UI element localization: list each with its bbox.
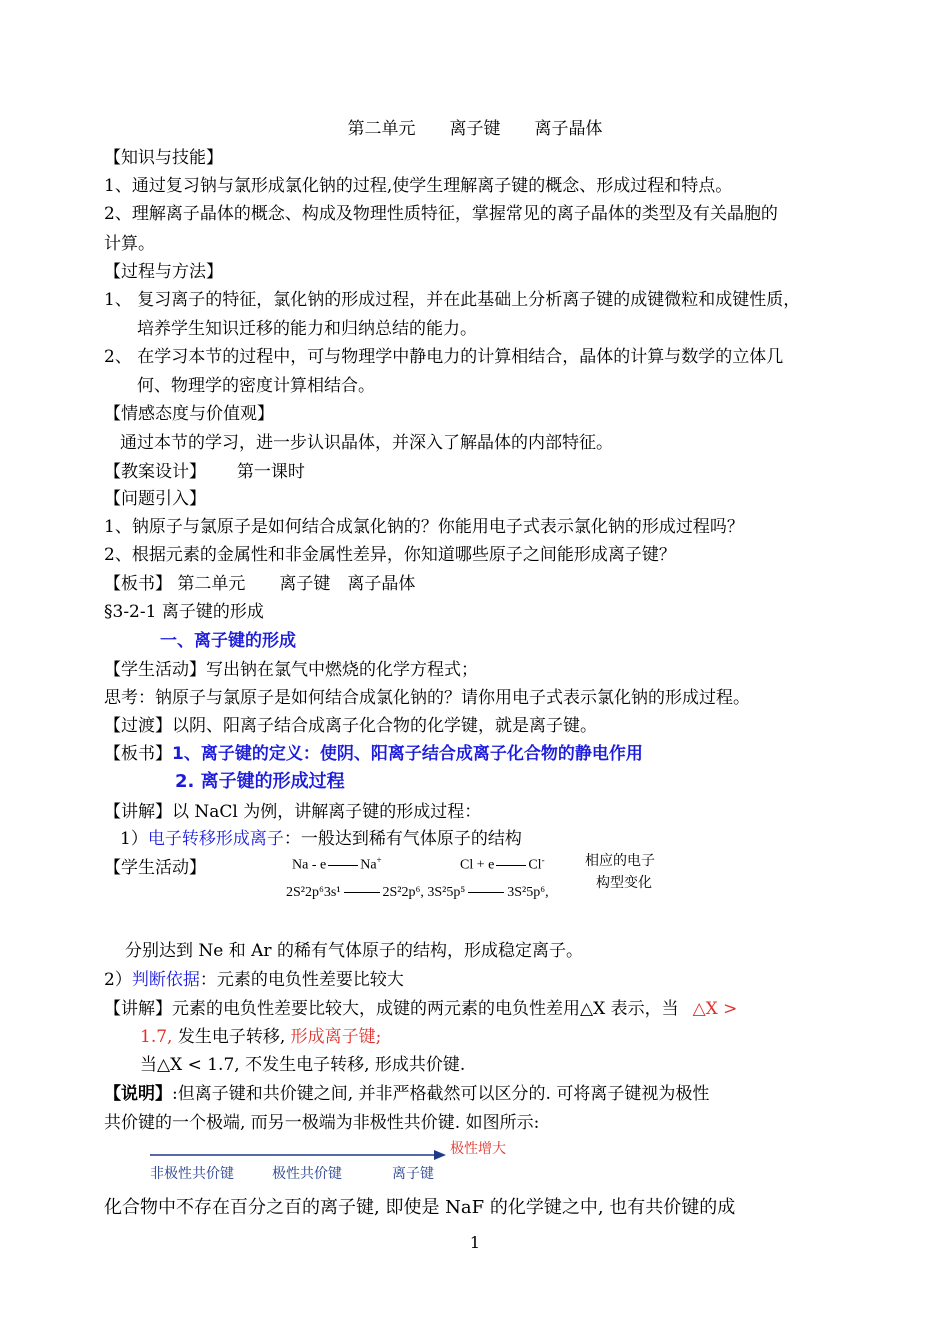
- paragraph-line: 【过渡】以阴、阳离子结合成离子化合物的化学键，就是离子键。: [104, 716, 597, 736]
- paragraph-line: 1、钠原子与氯原子是如何结合成氯化钠的？你能用电子式表示氯化钠的形成过程吗？: [104, 517, 744, 537]
- paragraph-line: 1、通过复习钠与氯形成氯化钠的过程,使学生理解离子键的概念、形成过程和特点。: [104, 176, 733, 196]
- ionic-bond-label: 离子键: [392, 1166, 434, 1182]
- section-heading-design: 【教案设计】 第一课时: [104, 462, 305, 482]
- forms-ionic-bond: 形成离子键;: [290, 1027, 382, 1047]
- polar-covalent-label: 极性共价键: [272, 1166, 342, 1182]
- paragraph-line: 1、 复习离子的特征，氯化钠的形成过程，并在此基础上分析离子键的成键微粒和成键性质，: [104, 290, 801, 310]
- step-electron-transfer: 1）电子转移形成离子：一般达到稀有气体原子的结构: [120, 829, 522, 849]
- paragraph-line: 2、理解离子晶体的概念、构成及物理性质特征，掌握常见的离子晶体的类型及有关晶胞的: [104, 204, 778, 224]
- polarity-increase-label: 极性增大: [450, 1141, 506, 1157]
- student-activity-label: 【学生活动】: [104, 858, 206, 878]
- paragraph-line: 2、根据元素的金属性和非金属性差异，你知道哪些原子之间能形成离子键？: [104, 545, 676, 565]
- page-title: 第二单元 离子键 离子晶体: [347, 119, 603, 139]
- paragraph-line: 分别达到 Ne 和 Ar 的稀有气体原子的结构，形成稳定离子。: [125, 941, 583, 961]
- paragraph-line: 【讲解】以 NaCl 为例，讲解离子键的形成过程：: [104, 802, 482, 822]
- step-keyword: 判断依据: [131, 970, 200, 990]
- paragraph-line: 2、 在学习本节的过程中，可与物理学中静电力的计算相结合，晶体的计算与数学的立体几: [104, 347, 784, 367]
- section-heading-attitude: 【情感态度与价值观】: [104, 404, 274, 424]
- paragraph-line: 共价键的一个极端, 而另一极端为非极性共价键. 如图所示:: [104, 1113, 540, 1133]
- page-number: 1: [469, 1233, 481, 1252]
- threshold-value: 1.7,: [140, 1027, 173, 1047]
- equation-cl: Cl + e Cl-: [460, 855, 545, 873]
- board-heading: 【板书】 第二单元 离子键 离子晶体: [104, 574, 416, 594]
- subheading-formation-process: 2. 离子键的形成过程: [175, 771, 345, 792]
- explanation-line-2: 1.7, 发生电子转移, 形成离子键;: [140, 1027, 382, 1047]
- section-heading-question: 【问题引入】: [104, 489, 206, 509]
- paragraph-line: 培养学生知识迁移的能力和归纳总结的能力。: [137, 319, 477, 339]
- paragraph-line: 思考：钠原子与氯原子是如何结合成氯化钠的？请你用电子式表示氯化钠的形成过程。: [104, 688, 750, 708]
- step-criterion: 2）判断依据：元素的电负性差要比较大: [104, 970, 404, 990]
- paragraph-line: 计算。: [104, 234, 155, 254]
- explanation-line: 【讲解】元素的电负性差要比较大，成键的两元素的电负性差用△X 表示，当 △X >: [104, 999, 738, 1019]
- equation-na: Na - e Na+: [292, 855, 382, 873]
- equation-caption-line1: 相应的电子: [585, 853, 655, 869]
- section-number: §3-2-1 离子键的形成: [104, 602, 264, 622]
- equation-caption-line2: 构型变化: [596, 875, 652, 891]
- note-line: 【说明】:但离子键和共价键之间, 并非严格截然可以区分的. 可将离子键视为极性: [104, 1084, 710, 1104]
- ionic-bond-definition: 1、离子键的定义：使阴、阳离子结合成离子化合物的静电作用: [172, 744, 643, 764]
- subheading-ionic-bond-formation: 一、离子键的形成: [160, 631, 296, 651]
- step-keyword: 电子转移形成离子: [147, 829, 284, 849]
- note-label: 【说明】: [104, 1084, 172, 1104]
- nonpolar-covalent-label: 非极性共价键: [150, 1166, 234, 1182]
- paragraph-line: 何、物理学的密度计算相结合。: [137, 376, 375, 396]
- delta-x-condition: △X >: [692, 999, 738, 1019]
- equation-electron-config: 2S²2p⁶3s¹ 2S²2p⁶, 3S²5p⁵ 3S²5p⁶,: [286, 885, 549, 900]
- paragraph-line: 化合物中不存在百分之百的离子键, 即使是 NaF 的化学键之中, 也有共价键的成: [104, 1197, 736, 1218]
- section-heading-process: 【过程与方法】: [104, 262, 223, 282]
- paragraph-line: 通过本节的学习，进一步认识晶体，并深入了解晶体的内部特征。: [120, 433, 613, 453]
- paragraph-line: 当△X < 1.7, 不发生电子转移, 形成共价键.: [140, 1055, 466, 1075]
- section-heading-knowledge: 【知识与技能】: [104, 148, 223, 168]
- explain-label: 【讲解】: [104, 999, 172, 1019]
- board-label: 【板书】: [104, 744, 172, 764]
- paragraph-line: 【学生活动】写出钠在氯气中燃烧的化学方程式；: [104, 660, 478, 680]
